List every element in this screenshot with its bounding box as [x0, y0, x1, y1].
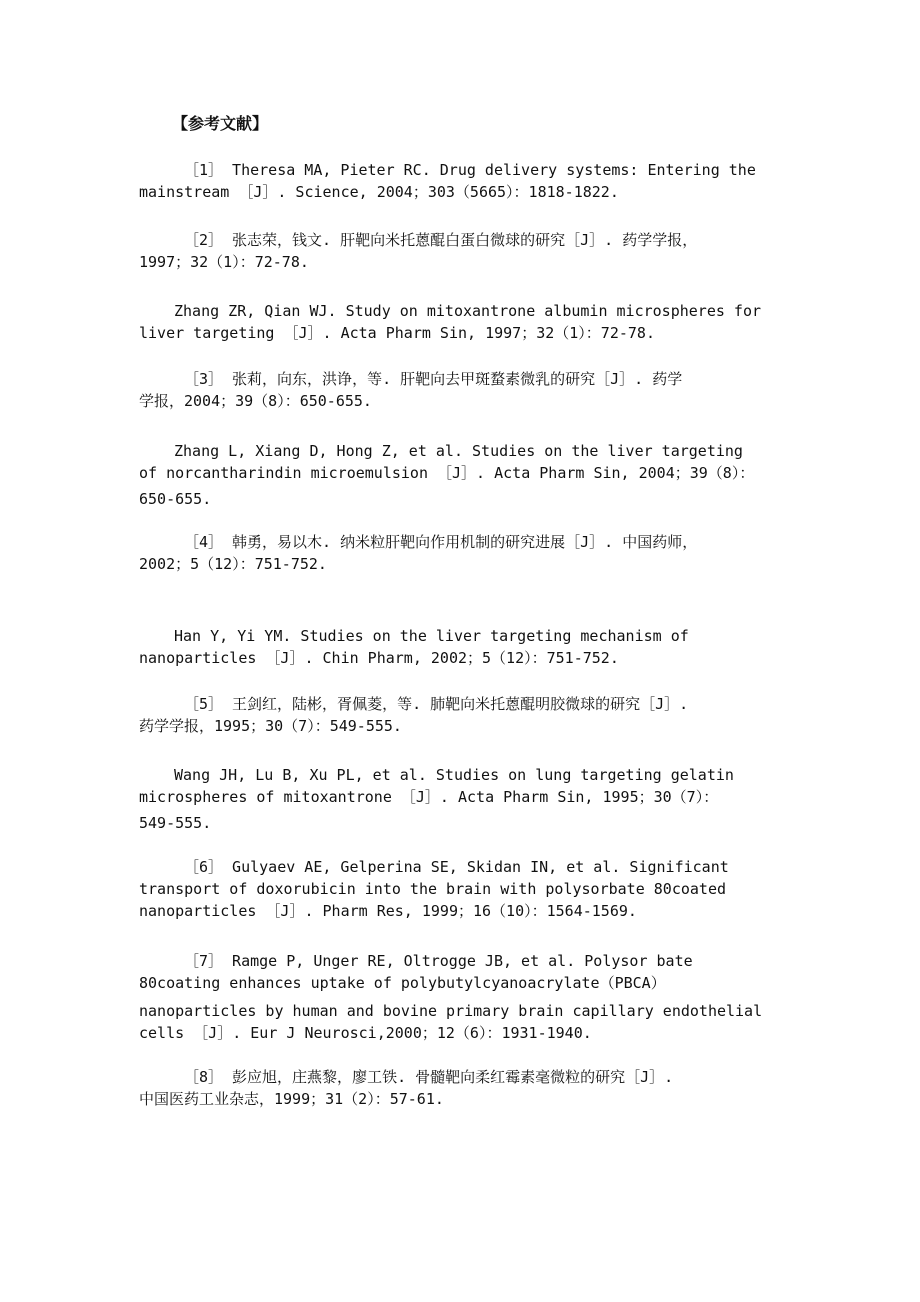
text-line: Zhang L, Xiang D, Hong Z, et al. Studies on the liver targeting: [174, 442, 743, 460]
text-line: ［8］ 彭应旭，庄燕黎，廖工铁. 骨髓靶向柔红霉素毫微粒的研究［J］.: [184, 1068, 674, 1086]
text-line: 650-655.: [139, 490, 212, 508]
reference-4: [139, 531, 799, 575]
text-line: ［7］ Ramge P, Unger RE, Oltrogge JB, et al. Polysor bate: [184, 952, 693, 970]
text-line: nanoparticles by human and bovine primary brain capillary endothelial: [139, 1002, 763, 1020]
reference-3: [139, 368, 799, 412]
text-line: microspheres of mitoxantrone ［J］. Acta Pharm Sin, 1995；30（7）：: [139, 788, 719, 806]
reference-6: [139, 856, 799, 922]
reference-1: [139, 159, 799, 203]
text-line: ［4］ 韩勇，易以木. 纳米粒肝靶向作用机制的研究进展［J］. 中国药师，: [184, 533, 698, 551]
text-line: nanoparticles ［J］. Chin Pharm, 2002；5（12）：751-752.: [139, 649, 619, 667]
reference-5-english: [139, 764, 799, 834]
text-line: 2002；5（12）：751-752.: [139, 555, 327, 573]
text-line: 1997；32（1）：72-78.: [139, 253, 309, 271]
text-line: transport of doxorubicin into the brain with polysorbate 80coated: [139, 880, 726, 898]
reference-7: [139, 950, 799, 1044]
reference-8: [139, 1066, 799, 1110]
text-line: 学报，2004；39（8）：650-655.: [139, 392, 372, 410]
text-line: ［6］ Gulyaev AE, Gelperina SE, Skidan IN, et al. Significant: [184, 858, 729, 876]
text-line: 药学学报，1995；30（7）：549-555.: [139, 717, 402, 735]
reference-3-english: [139, 440, 799, 510]
reference-4-english: [139, 625, 799, 669]
text-line: Han Y, Yi YM. Studies on the liver targeting mechanism of: [174, 627, 689, 645]
text-line: 80coating enhances uptake of polybutylcyanoacrylate（PBCA）: [139, 974, 666, 992]
reference-2: [139, 229, 799, 273]
references-heading: 【参考文献】: [172, 114, 269, 133]
text-line: 549-555.: [139, 814, 212, 832]
text-line: ［1］ Theresa MA, Pieter RC. Drug delivery systems: Entering the: [184, 161, 756, 179]
text-line: ［2］ 张志荣，钱文. 肝靶向米托蒽醌白蛋白微球的研究［J］. 药学学报，: [184, 231, 698, 249]
reference-5: [139, 693, 799, 737]
text-line: ［5］ 王剑红，陆彬，胥佩菱，等. 肺靶向米托蒽醌明胶微球的研究［J］.: [184, 695, 689, 713]
text-line: ［3］ 张莉，向东，洪诤，等. 肝靶向去甲斑蝥素微乳的研究［J］. 药学: [184, 370, 683, 388]
text-line: of norcantharindin microemulsion ［J］. Acta Pharm Sin, 2004；39（8）：: [139, 464, 755, 482]
text-line: 中国医药工业杂志，1999；31（2）：57-61.: [139, 1090, 444, 1108]
text-line: nanoparticles ［J］. Pharm Res, 1999；16（10）：1564-1569.: [139, 902, 637, 920]
reference-2-english: [139, 300, 799, 344]
text-line: cells ［J］. Eur J Neurosci,2000；12（6）：1931-1940.: [139, 1024, 592, 1042]
text-line: Wang JH, Lu B, Xu PL, et al. Studies on lung targeting gelatin: [174, 766, 734, 784]
text-line: liver targeting ［J］. Acta Pharm Sin, 1997；32（1）：72-78.: [139, 324, 655, 342]
text-line: mainstream ［J］. Science, 2004；303（5665）：1818-1822.: [139, 183, 619, 201]
text-line: Zhang ZR, Qian WJ. Study on mitoxantrone albumin microspheres for: [174, 302, 761, 320]
